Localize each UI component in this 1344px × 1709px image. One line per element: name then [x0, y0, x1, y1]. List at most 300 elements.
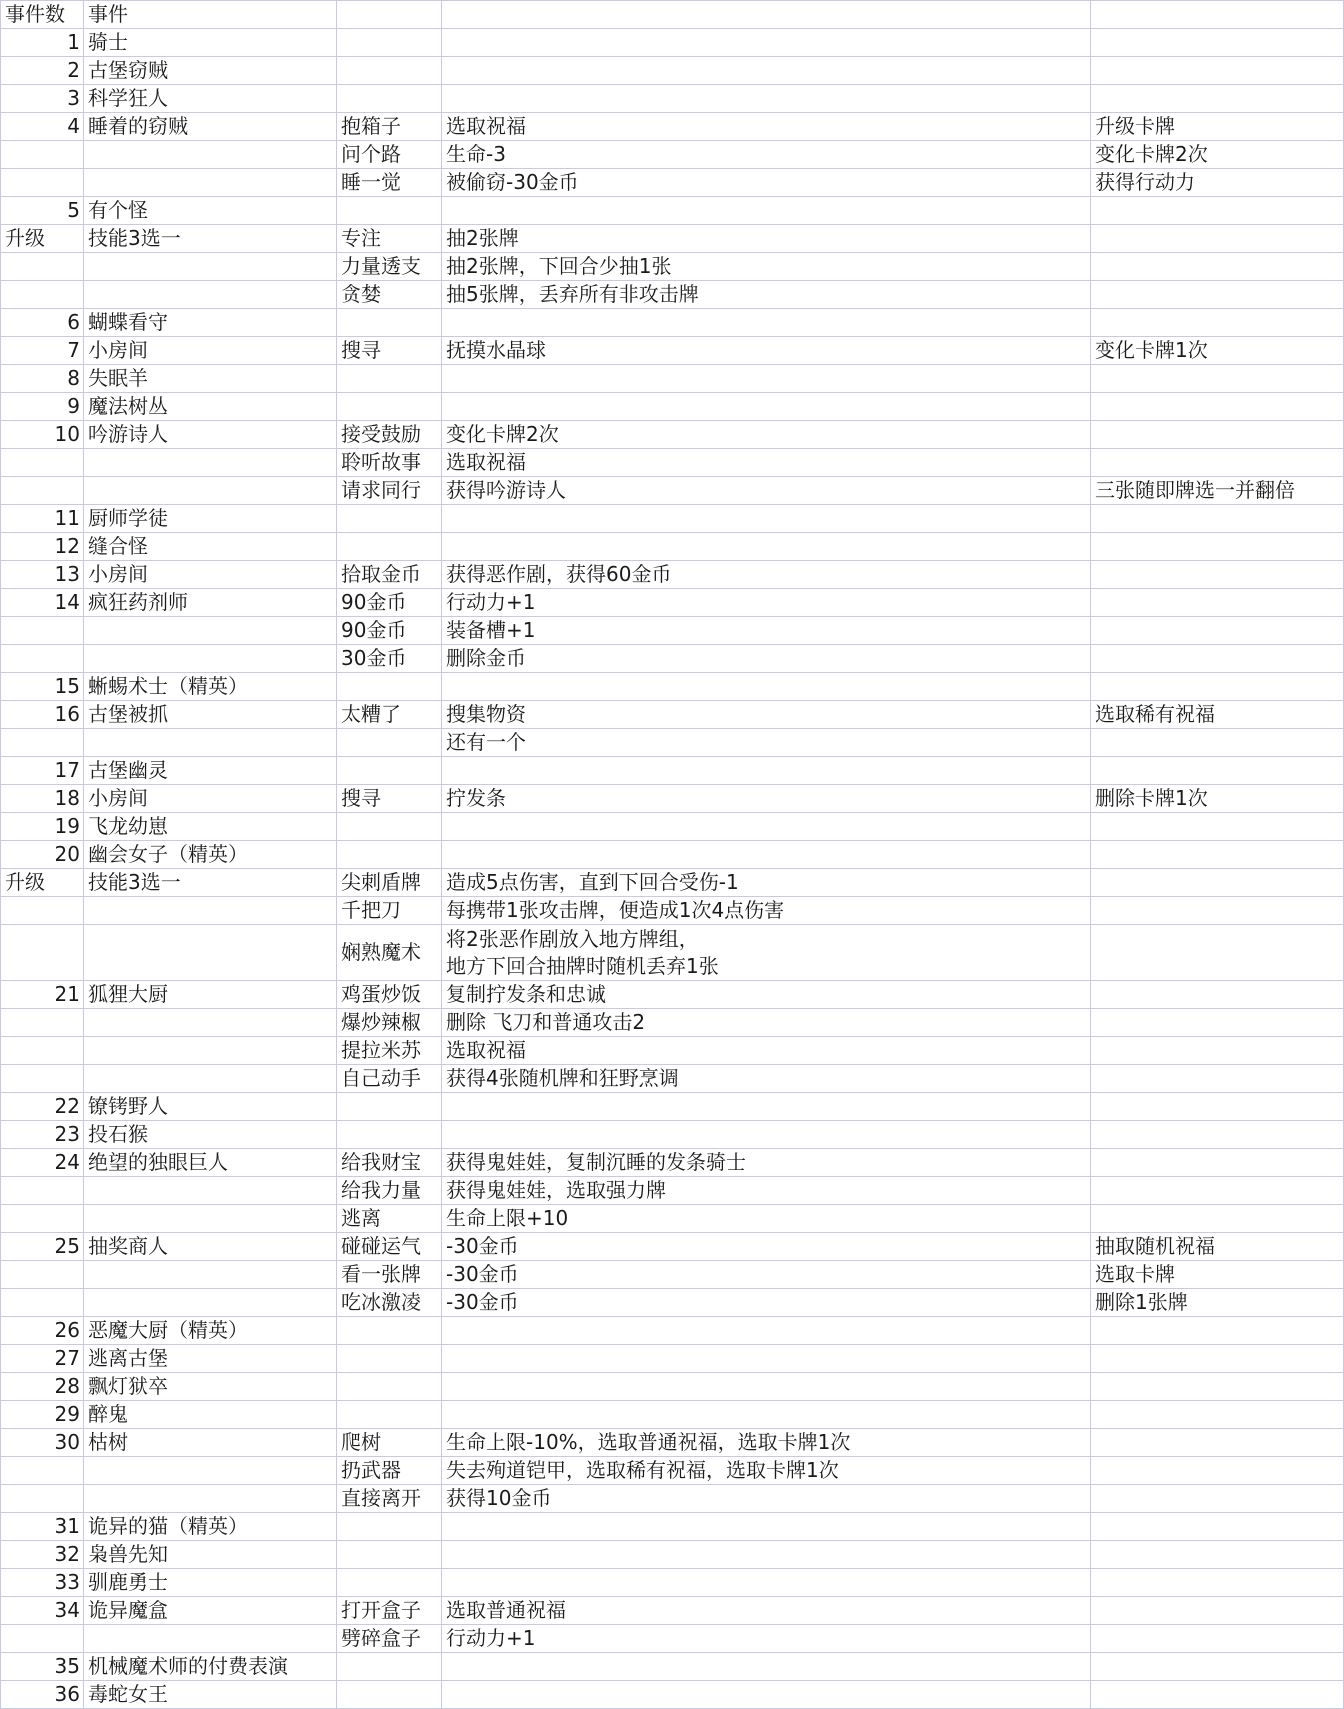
reward-cell[interactable]: 获得行动力: [1091, 169, 1344, 197]
event-number-cell[interactable]: [1, 1485, 84, 1513]
option-cell[interactable]: 千把刀: [337, 897, 442, 925]
effect-cell[interactable]: 选取祝福: [442, 449, 1091, 477]
effect-cell[interactable]: 抚摸水晶球: [442, 337, 1091, 365]
reward-cell[interactable]: [1091, 1065, 1344, 1093]
event-name-cell[interactable]: [84, 925, 337, 981]
effect-cell[interactable]: 将2张恶作剧放入地方牌组， 地方下回合抽牌时随机丢弃1张: [442, 925, 1091, 981]
event-number-cell[interactable]: 19: [1, 813, 84, 841]
event-number-cell[interactable]: 33: [1, 1569, 84, 1597]
reward-cell[interactable]: [1091, 925, 1344, 981]
option-cell[interactable]: 问个路: [337, 141, 442, 169]
option-cell[interactable]: [337, 533, 442, 561]
option-cell[interactable]: 碰碰运气: [337, 1233, 442, 1261]
reward-cell[interactable]: [1091, 253, 1344, 281]
reward-cell[interactable]: [1091, 617, 1344, 645]
effect-cell[interactable]: -30金币: [442, 1289, 1091, 1317]
reward-cell[interactable]: [1091, 561, 1344, 589]
reward-cell[interactable]: [1091, 421, 1344, 449]
reward-cell[interactable]: [1091, 449, 1344, 477]
option-cell[interactable]: [337, 365, 442, 393]
event-name-cell[interactable]: 小房间: [84, 561, 337, 589]
option-cell[interactable]: [337, 1681, 442, 1709]
reward-cell[interactable]: [1091, 757, 1344, 785]
reward-cell[interactable]: 变化卡牌2次: [1091, 141, 1344, 169]
option-cell[interactable]: 请求同行: [337, 477, 442, 505]
reward-cell[interactable]: 抽取随机祝福: [1091, 1233, 1344, 1261]
reward-cell[interactable]: [1091, 1205, 1344, 1233]
event-number-cell[interactable]: 9: [1, 393, 84, 421]
effect-cell[interactable]: 被偷窃-30金币: [442, 169, 1091, 197]
event-number-cell[interactable]: 12: [1, 533, 84, 561]
option-cell[interactable]: 聆听故事: [337, 449, 442, 477]
event-name-cell[interactable]: 驯鹿勇士: [84, 1569, 337, 1597]
effect-cell[interactable]: [442, 1121, 1091, 1149]
event-name-cell[interactable]: 飞龙幼崽: [84, 813, 337, 841]
event-number-cell[interactable]: [1, 897, 84, 925]
event-name-cell[interactable]: [84, 1037, 337, 1065]
event-number-cell[interactable]: 5: [1, 197, 84, 225]
option-cell[interactable]: 搜寻: [337, 785, 442, 813]
event-name-cell[interactable]: [84, 729, 337, 757]
reward-cell[interactable]: [1091, 1, 1344, 29]
option-cell[interactable]: [337, 393, 442, 421]
event-name-cell[interactable]: 小房间: [84, 337, 337, 365]
option-cell[interactable]: [337, 309, 442, 337]
reward-cell[interactable]: [1091, 1653, 1344, 1681]
option-cell[interactable]: [337, 757, 442, 785]
event-name-cell[interactable]: 蜥蜴术士（精英）: [84, 673, 337, 701]
event-name-cell[interactable]: 投石猴: [84, 1121, 337, 1149]
effect-cell[interactable]: [442, 1401, 1091, 1429]
event-number-cell[interactable]: [1, 1009, 84, 1037]
effect-cell[interactable]: 变化卡牌2次: [442, 421, 1091, 449]
event-name-cell[interactable]: [84, 141, 337, 169]
event-number-cell[interactable]: 11: [1, 505, 84, 533]
reward-cell[interactable]: [1091, 1457, 1344, 1485]
option-cell[interactable]: [337, 1121, 442, 1149]
event-number-cell[interactable]: 升级: [1, 869, 84, 897]
event-number-cell[interactable]: [1, 169, 84, 197]
option-cell[interactable]: [337, 1541, 442, 1569]
option-cell[interactable]: 30金币: [337, 645, 442, 673]
option-cell[interactable]: 接受鼓励: [337, 421, 442, 449]
effect-cell[interactable]: [442, 1681, 1091, 1709]
effect-cell[interactable]: 行动力+1: [442, 589, 1091, 617]
effect-cell[interactable]: [442, 85, 1091, 113]
effect-cell[interactable]: 删除金币: [442, 645, 1091, 673]
effect-cell[interactable]: [442, 393, 1091, 421]
effect-cell[interactable]: 还有一个: [442, 729, 1091, 757]
option-cell[interactable]: 爆炒辣椒: [337, 1009, 442, 1037]
effect-cell[interactable]: [442, 841, 1091, 869]
reward-cell[interactable]: [1091, 29, 1344, 57]
event-number-cell[interactable]: 2: [1, 57, 84, 85]
reward-cell[interactable]: 升级卡牌: [1091, 113, 1344, 141]
event-number-cell[interactable]: 29: [1, 1401, 84, 1429]
event-name-cell[interactable]: 醉鬼: [84, 1401, 337, 1429]
event-number-cell[interactable]: 32: [1, 1541, 84, 1569]
reward-cell[interactable]: [1091, 365, 1344, 393]
effect-cell[interactable]: 生命上限+10: [442, 1205, 1091, 1233]
event-number-cell[interactable]: 7: [1, 337, 84, 365]
effect-cell[interactable]: [442, 1373, 1091, 1401]
effect-cell[interactable]: 每携带1张攻击牌，便造成1次4点伤害: [442, 897, 1091, 925]
event-number-cell[interactable]: 6: [1, 309, 84, 337]
event-name-cell[interactable]: 吟游诗人: [84, 421, 337, 449]
event-name-cell[interactable]: 幽会女子（精英）: [84, 841, 337, 869]
event-name-cell[interactable]: 古堡窃贼: [84, 57, 337, 85]
option-cell[interactable]: [337, 1317, 442, 1345]
effect-cell[interactable]: [442, 197, 1091, 225]
event-number-cell[interactable]: 30: [1, 1429, 84, 1457]
option-cell[interactable]: 爬树: [337, 1429, 442, 1457]
reward-cell[interactable]: 删除1张牌: [1091, 1289, 1344, 1317]
event-name-cell[interactable]: [84, 169, 337, 197]
event-name-cell[interactable]: 魔法树丛: [84, 393, 337, 421]
effect-cell[interactable]: 装备槽+1: [442, 617, 1091, 645]
reward-cell[interactable]: [1091, 1317, 1344, 1345]
option-cell[interactable]: 看一张牌: [337, 1261, 442, 1289]
option-cell[interactable]: [337, 1569, 442, 1597]
event-number-cell[interactable]: 34: [1, 1597, 84, 1625]
event-name-cell[interactable]: 诡异的猫（精英）: [84, 1513, 337, 1541]
effect-cell[interactable]: [442, 813, 1091, 841]
event-number-cell[interactable]: [1, 281, 84, 309]
event-name-cell[interactable]: 事件: [84, 1, 337, 29]
event-number-cell[interactable]: [1, 1205, 84, 1233]
event-number-cell[interactable]: 8: [1, 365, 84, 393]
event-name-cell[interactable]: 抽奖商人: [84, 1233, 337, 1261]
event-name-cell[interactable]: 厨师学徒: [84, 505, 337, 533]
event-name-cell[interactable]: [84, 617, 337, 645]
option-cell[interactable]: [337, 1401, 442, 1429]
effect-cell[interactable]: [442, 1317, 1091, 1345]
event-number-cell[interactable]: [1, 729, 84, 757]
event-number-cell[interactable]: [1, 1457, 84, 1485]
event-number-cell[interactable]: 24: [1, 1149, 84, 1177]
reward-cell[interactable]: [1091, 897, 1344, 925]
reward-cell[interactable]: [1091, 505, 1344, 533]
option-cell[interactable]: 力量透支: [337, 253, 442, 281]
effect-cell[interactable]: [442, 533, 1091, 561]
event-number-cell[interactable]: 14: [1, 589, 84, 617]
effect-cell[interactable]: [442, 1, 1091, 29]
effect-cell[interactable]: 抽5张牌，丢弃所有非攻击牌: [442, 281, 1091, 309]
event-name-cell[interactable]: 蝴蝶看守: [84, 309, 337, 337]
effect-cell[interactable]: 获得鬼娃娃，复制沉睡的发条骑士: [442, 1149, 1091, 1177]
event-name-cell[interactable]: [84, 281, 337, 309]
event-name-cell[interactable]: [84, 477, 337, 505]
event-name-cell[interactable]: 机械魔术师的付费表演: [84, 1653, 337, 1681]
event-name-cell[interactable]: 枯树: [84, 1429, 337, 1457]
event-name-cell[interactable]: 技能3选一: [84, 225, 337, 253]
event-number-cell[interactable]: [1, 1065, 84, 1093]
reward-cell[interactable]: [1091, 225, 1344, 253]
event-number-cell[interactable]: 16: [1, 701, 84, 729]
effect-cell[interactable]: [442, 505, 1091, 533]
effect-cell[interactable]: -30金币: [442, 1261, 1091, 1289]
effect-cell[interactable]: 选取祝福: [442, 113, 1091, 141]
event-name-cell[interactable]: [84, 1625, 337, 1653]
effect-cell[interactable]: 失去殉道铠甲，选取稀有祝福，选取卡牌1次: [442, 1457, 1091, 1485]
reward-cell[interactable]: [1091, 309, 1344, 337]
reward-cell[interactable]: [1091, 1177, 1344, 1205]
effect-cell[interactable]: 选取祝福: [442, 1037, 1091, 1065]
reward-cell[interactable]: [1091, 1093, 1344, 1121]
event-number-cell[interactable]: [1, 1177, 84, 1205]
effect-cell[interactable]: 行动力+1: [442, 1625, 1091, 1653]
event-number-cell[interactable]: 17: [1, 757, 84, 785]
event-name-cell[interactable]: 技能3选一: [84, 869, 337, 897]
option-cell[interactable]: [337, 1513, 442, 1541]
effect-cell[interactable]: 生命-3: [442, 141, 1091, 169]
event-name-cell[interactable]: 镣铐野人: [84, 1093, 337, 1121]
event-number-cell[interactable]: 27: [1, 1345, 84, 1373]
reward-cell[interactable]: [1091, 1401, 1344, 1429]
reward-cell[interactable]: [1091, 981, 1344, 1009]
effect-cell[interactable]: [442, 1093, 1091, 1121]
reward-cell[interactable]: [1091, 813, 1344, 841]
event-number-cell[interactable]: 1: [1, 29, 84, 57]
event-name-cell[interactable]: [84, 253, 337, 281]
reward-cell[interactable]: [1091, 1149, 1344, 1177]
event-number-cell[interactable]: [1, 1625, 84, 1653]
option-cell[interactable]: [337, 197, 442, 225]
event-name-cell[interactable]: 枭兽先知: [84, 1541, 337, 1569]
option-cell[interactable]: 贪婪: [337, 281, 442, 309]
effect-cell[interactable]: [442, 29, 1091, 57]
event-name-cell[interactable]: 骑士: [84, 29, 337, 57]
option-cell[interactable]: 自己动手: [337, 1065, 442, 1093]
option-cell[interactable]: 给我财宝: [337, 1149, 442, 1177]
event-name-cell[interactable]: [84, 1009, 337, 1037]
event-name-cell[interactable]: 飘灯狱卒: [84, 1373, 337, 1401]
reward-cell[interactable]: [1091, 1429, 1344, 1457]
option-cell[interactable]: [337, 505, 442, 533]
option-cell[interactable]: 吃冰激凌: [337, 1289, 442, 1317]
event-name-cell[interactable]: 疯狂药剂师: [84, 589, 337, 617]
reward-cell[interactable]: 变化卡牌1次: [1091, 337, 1344, 365]
event-number-cell[interactable]: 23: [1, 1121, 84, 1149]
event-name-cell[interactable]: [84, 1485, 337, 1513]
event-name-cell[interactable]: 古堡幽灵: [84, 757, 337, 785]
option-cell[interactable]: [337, 1653, 442, 1681]
reward-cell[interactable]: 选取稀有祝福: [1091, 701, 1344, 729]
event-number-cell[interactable]: [1, 449, 84, 477]
effect-cell[interactable]: 复制拧发条和忠诚: [442, 981, 1091, 1009]
event-number-cell[interactable]: 15: [1, 673, 84, 701]
effect-cell[interactable]: 获得10金币: [442, 1485, 1091, 1513]
effect-cell[interactable]: [442, 757, 1091, 785]
reward-cell[interactable]: [1091, 1373, 1344, 1401]
event-name-cell[interactable]: 科学狂人: [84, 85, 337, 113]
event-name-cell[interactable]: 小房间: [84, 785, 337, 813]
option-cell[interactable]: 鸡蛋炒饭: [337, 981, 442, 1009]
event-number-cell[interactable]: 20: [1, 841, 84, 869]
option-cell[interactable]: [337, 813, 442, 841]
event-number-cell[interactable]: 31: [1, 1513, 84, 1541]
event-number-cell[interactable]: [1, 1037, 84, 1065]
event-number-cell[interactable]: 21: [1, 981, 84, 1009]
event-number-cell[interactable]: [1, 141, 84, 169]
event-number-cell[interactable]: 18: [1, 785, 84, 813]
event-name-cell[interactable]: 狐狸大厨: [84, 981, 337, 1009]
effect-cell[interactable]: [442, 1569, 1091, 1597]
option-cell[interactable]: [337, 841, 442, 869]
effect-cell[interactable]: 获得恶作剧，获得60金币: [442, 561, 1091, 589]
reward-cell[interactable]: [1091, 393, 1344, 421]
event-name-cell[interactable]: 绝望的独眼巨人: [84, 1149, 337, 1177]
reward-cell[interactable]: [1091, 1345, 1344, 1373]
event-name-cell[interactable]: 古堡被抓: [84, 701, 337, 729]
event-number-cell[interactable]: [1, 253, 84, 281]
event-name-cell[interactable]: [84, 1065, 337, 1093]
reward-cell[interactable]: [1091, 1121, 1344, 1149]
event-number-cell[interactable]: 13: [1, 561, 84, 589]
option-cell[interactable]: 逃离: [337, 1205, 442, 1233]
event-number-cell[interactable]: [1, 645, 84, 673]
effect-cell[interactable]: 删除 飞刀和普通攻击2: [442, 1009, 1091, 1037]
option-cell[interactable]: [337, 673, 442, 701]
effect-cell[interactable]: 获得吟游诗人: [442, 477, 1091, 505]
event-name-cell[interactable]: [84, 1289, 337, 1317]
effect-cell[interactable]: [442, 365, 1091, 393]
reward-cell[interactable]: [1091, 281, 1344, 309]
option-cell[interactable]: 给我力量: [337, 1177, 442, 1205]
event-name-cell[interactable]: [84, 645, 337, 673]
event-number-cell[interactable]: 36: [1, 1681, 84, 1709]
effect-cell[interactable]: -30金币: [442, 1233, 1091, 1261]
effect-cell[interactable]: [442, 1541, 1091, 1569]
option-cell[interactable]: 扔武器: [337, 1457, 442, 1485]
effect-cell[interactable]: [442, 1653, 1091, 1681]
event-number-cell[interactable]: 28: [1, 1373, 84, 1401]
reward-cell[interactable]: [1091, 869, 1344, 897]
event-name-cell[interactable]: [84, 1205, 337, 1233]
event-name-cell[interactable]: 逃离古堡: [84, 1345, 337, 1373]
event-name-cell[interactable]: 睡着的窃贼: [84, 113, 337, 141]
event-number-cell[interactable]: 升级: [1, 225, 84, 253]
event-name-cell[interactable]: 诡异魔盒: [84, 1597, 337, 1625]
effect-cell[interactable]: 造成5点伤害，直到下回合受伤-1: [442, 869, 1091, 897]
reward-cell[interactable]: [1091, 1037, 1344, 1065]
option-cell[interactable]: [337, 1, 442, 29]
reward-cell[interactable]: [1091, 85, 1344, 113]
reward-cell[interactable]: [1091, 1513, 1344, 1541]
reward-cell[interactable]: [1091, 1485, 1344, 1513]
option-cell[interactable]: 专注: [337, 225, 442, 253]
option-cell[interactable]: 提拉米苏: [337, 1037, 442, 1065]
event-name-cell[interactable]: [84, 1261, 337, 1289]
event-number-cell[interactable]: 3: [1, 85, 84, 113]
option-cell[interactable]: [337, 1345, 442, 1373]
reward-cell[interactable]: [1091, 1597, 1344, 1625]
effect-cell[interactable]: 抽2张牌，下回合少抽1张: [442, 253, 1091, 281]
event-number-cell[interactable]: 4: [1, 113, 84, 141]
event-name-cell[interactable]: 毒蛇女王: [84, 1681, 337, 1709]
effect-cell[interactable]: 获得4张随机牌和狂野烹调: [442, 1065, 1091, 1093]
effect-cell[interactable]: 搜集物资: [442, 701, 1091, 729]
event-number-cell[interactable]: 10: [1, 421, 84, 449]
effect-cell[interactable]: [442, 673, 1091, 701]
option-cell[interactable]: 打开盒子: [337, 1597, 442, 1625]
event-name-cell[interactable]: [84, 897, 337, 925]
reward-cell[interactable]: [1091, 729, 1344, 757]
option-cell[interactable]: [337, 57, 442, 85]
event-name-cell[interactable]: [84, 1457, 337, 1485]
event-number-cell[interactable]: [1, 1289, 84, 1317]
reward-cell[interactable]: [1091, 197, 1344, 225]
option-cell[interactable]: 太糟了: [337, 701, 442, 729]
option-cell[interactable]: 睡一觉: [337, 169, 442, 197]
event-name-cell[interactable]: [84, 1177, 337, 1205]
option-cell[interactable]: [337, 29, 442, 57]
reward-cell[interactable]: [1091, 673, 1344, 701]
effect-cell[interactable]: 生命上限-10%，选取普通祝福，选取卡牌1次: [442, 1429, 1091, 1457]
effect-cell[interactable]: [442, 309, 1091, 337]
reward-cell[interactable]: [1091, 841, 1344, 869]
effect-cell[interactable]: [442, 1513, 1091, 1541]
event-number-cell[interactable]: 25: [1, 1233, 84, 1261]
option-cell[interactable]: 尖刺盾牌: [337, 869, 442, 897]
event-number-cell[interactable]: 事件数: [1, 1, 84, 29]
option-cell[interactable]: 抱箱子: [337, 113, 442, 141]
reward-cell[interactable]: 三张随即牌选一并翻倍: [1091, 477, 1344, 505]
reward-cell[interactable]: 删除卡牌1次: [1091, 785, 1344, 813]
event-number-cell[interactable]: [1, 925, 84, 981]
event-name-cell[interactable]: 失眠羊: [84, 365, 337, 393]
option-cell[interactable]: 直接离开: [337, 1485, 442, 1513]
reward-cell[interactable]: [1091, 1569, 1344, 1597]
option-cell[interactable]: [337, 1373, 442, 1401]
event-number-cell[interactable]: 35: [1, 1653, 84, 1681]
option-cell[interactable]: 拾取金币: [337, 561, 442, 589]
effect-cell[interactable]: 抽2张牌: [442, 225, 1091, 253]
reward-cell[interactable]: 选取卡牌: [1091, 1261, 1344, 1289]
event-name-cell[interactable]: 恶魔大厨（精英）: [84, 1317, 337, 1345]
reward-cell[interactable]: [1091, 645, 1344, 673]
event-number-cell[interactable]: [1, 617, 84, 645]
option-cell[interactable]: [337, 1093, 442, 1121]
option-cell[interactable]: 搜寻: [337, 337, 442, 365]
reward-cell[interactable]: [1091, 1681, 1344, 1709]
event-number-cell[interactable]: [1, 477, 84, 505]
option-cell[interactable]: 90金币: [337, 589, 442, 617]
effect-cell[interactable]: 拧发条: [442, 785, 1091, 813]
reward-cell[interactable]: [1091, 57, 1344, 85]
reward-cell[interactable]: [1091, 1009, 1344, 1037]
event-name-cell[interactable]: 有个怪: [84, 197, 337, 225]
option-cell[interactable]: [337, 729, 442, 757]
event-name-cell[interactable]: [84, 449, 337, 477]
effect-cell[interactable]: [442, 1345, 1091, 1373]
option-cell[interactable]: 娴熟魔术: [337, 925, 442, 981]
option-cell[interactable]: 90金币: [337, 617, 442, 645]
reward-cell[interactable]: [1091, 589, 1344, 617]
event-name-cell[interactable]: 缝合怪: [84, 533, 337, 561]
effect-cell[interactable]: 获得鬼娃娃，选取强力牌: [442, 1177, 1091, 1205]
reward-cell[interactable]: [1091, 533, 1344, 561]
event-number-cell[interactable]: [1, 1261, 84, 1289]
option-cell[interactable]: 劈碎盒子: [337, 1625, 442, 1653]
option-cell[interactable]: [337, 85, 442, 113]
effect-cell[interactable]: 选取普通祝福: [442, 1597, 1091, 1625]
reward-cell[interactable]: [1091, 1625, 1344, 1653]
event-number-cell[interactable]: 26: [1, 1317, 84, 1345]
effect-cell[interactable]: [442, 57, 1091, 85]
event-number-cell[interactable]: 22: [1, 1093, 84, 1121]
reward-cell[interactable]: [1091, 1541, 1344, 1569]
